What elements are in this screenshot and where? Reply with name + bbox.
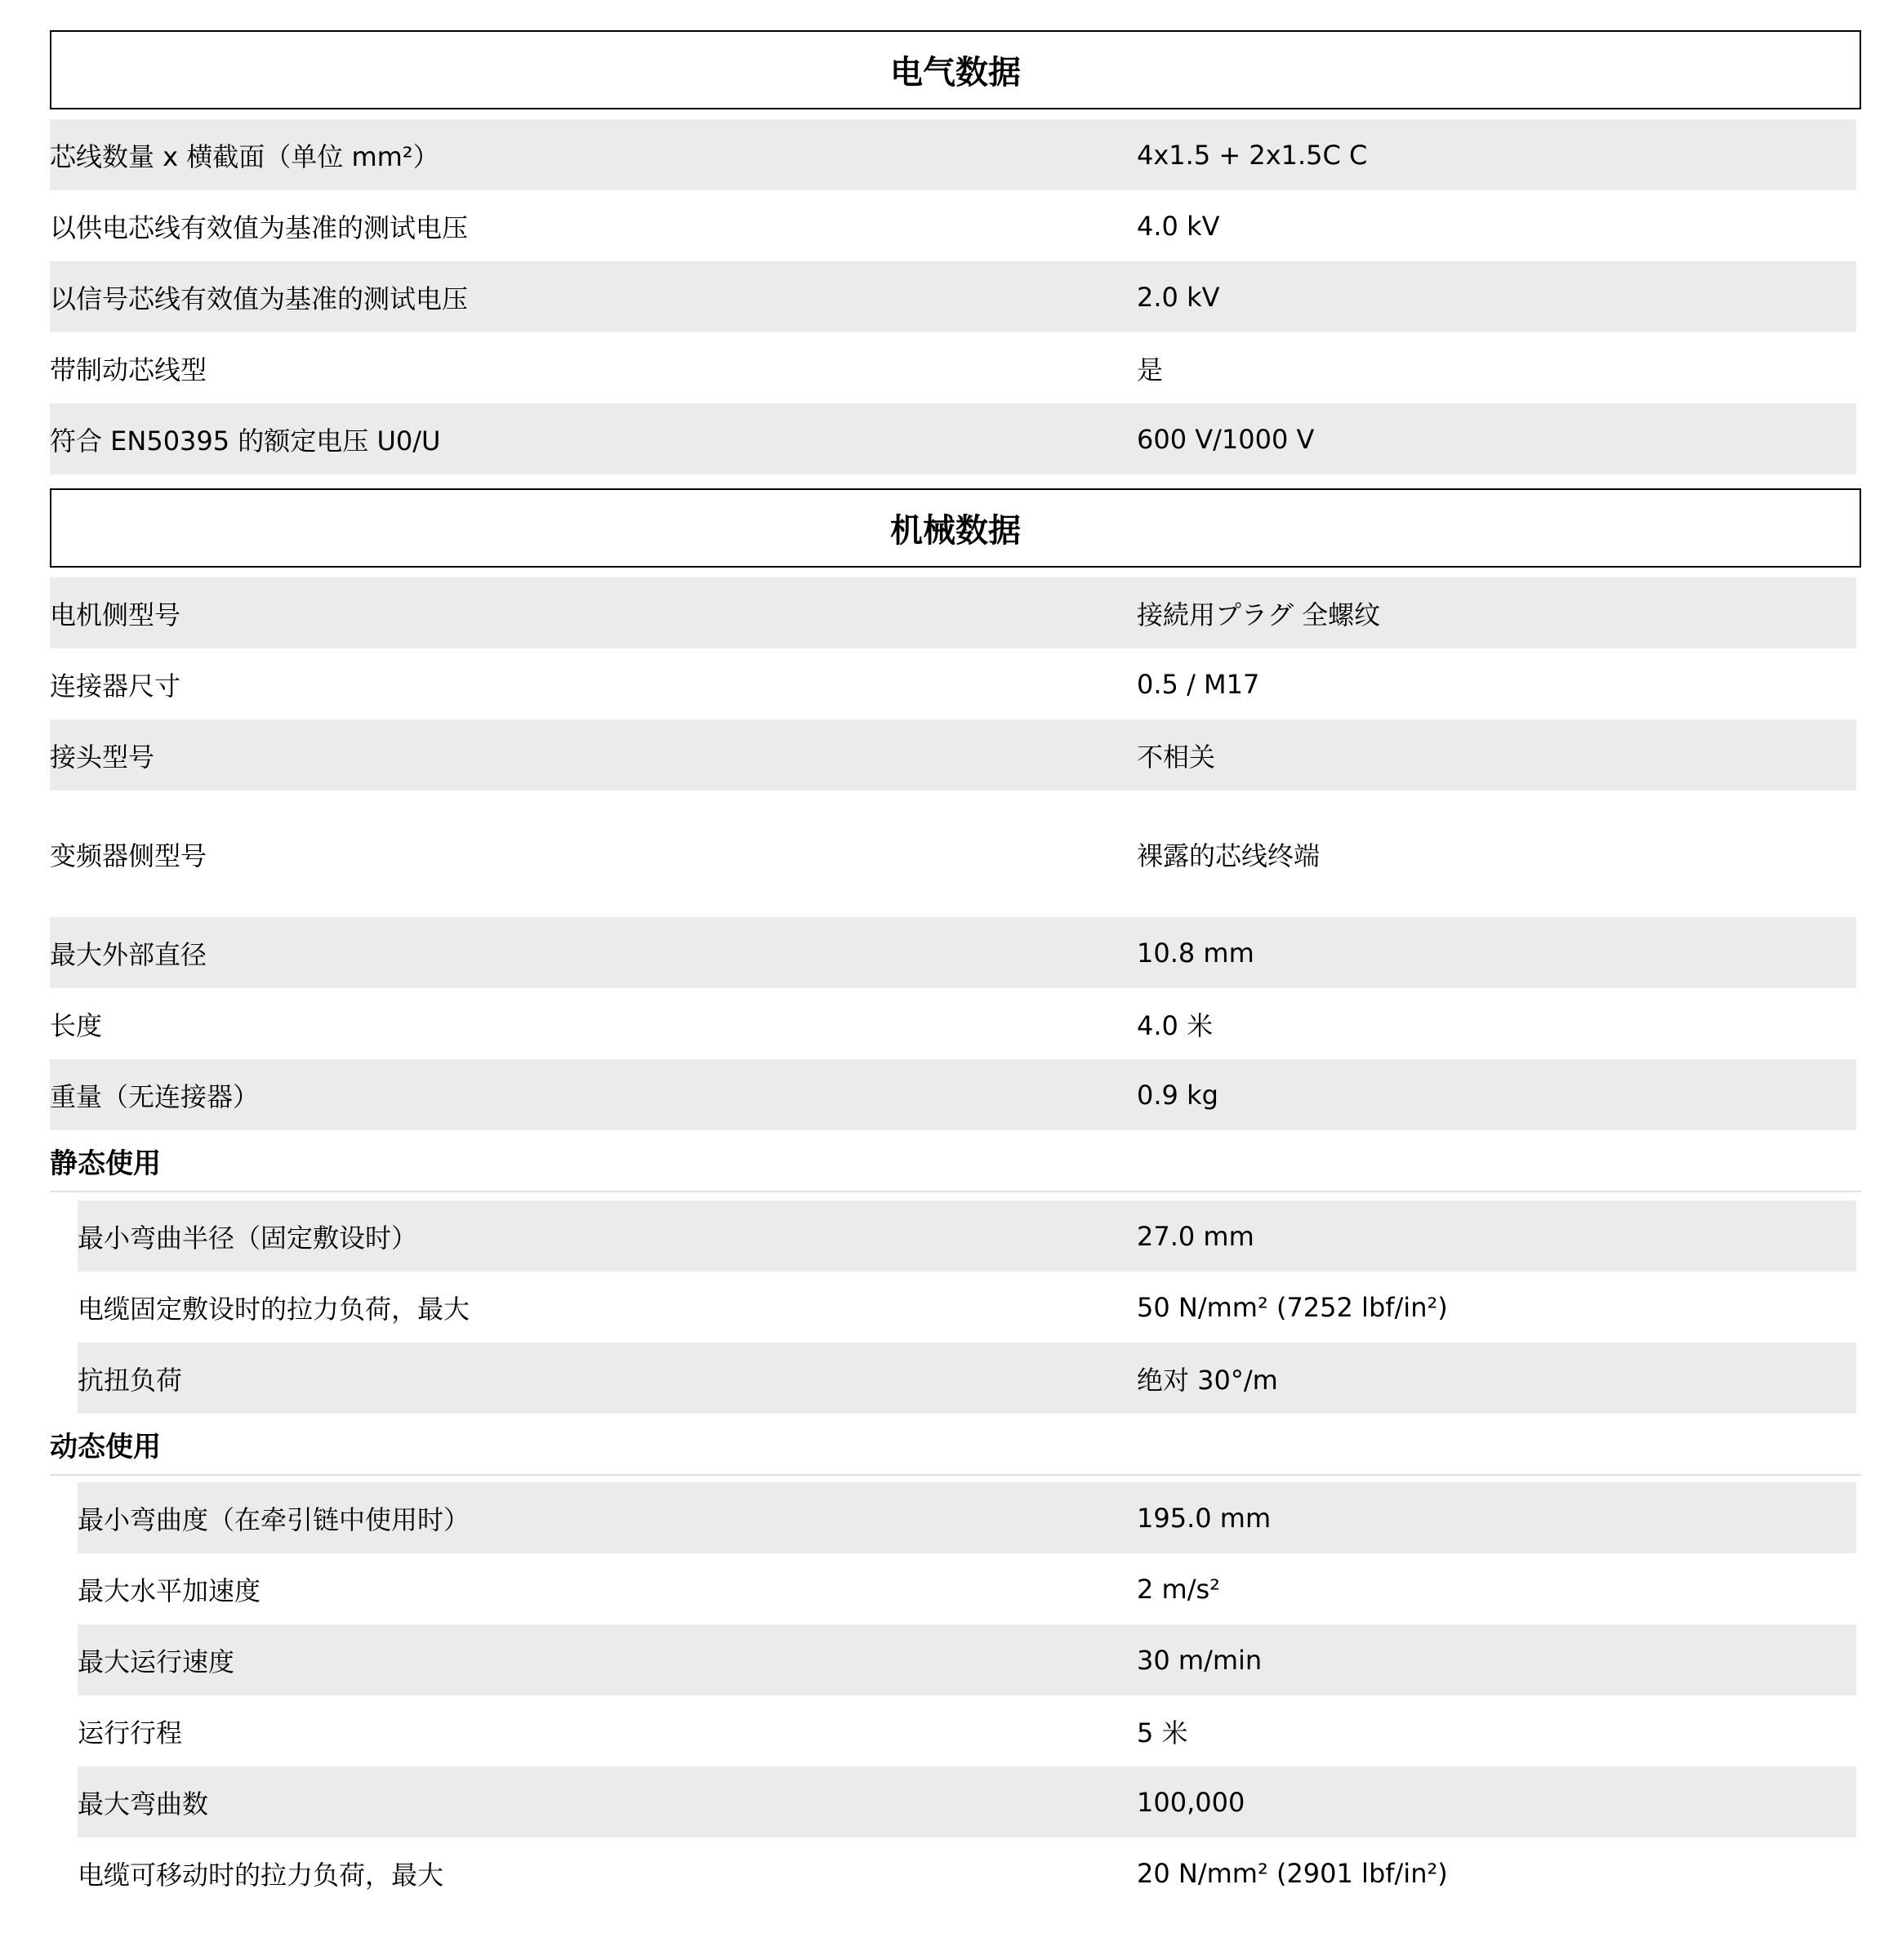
row-value: 不相关	[1137, 741, 1216, 773]
row-label: 最小弯曲半径（固定敷设时）	[78, 1222, 418, 1254]
row-label: 以信号芯线有效值为基准的测试电压	[50, 283, 469, 314]
row-value: 0.5 / M17	[1137, 668, 1260, 700]
row-label: 长度	[50, 1009, 103, 1041]
row-value: 4.0 kV	[1137, 210, 1220, 242]
table-row	[50, 1059, 1856, 1130]
row-label: 电缆可移动时的拉力负荷，最大	[78, 1859, 444, 1891]
row-value: 2.0 kV	[1137, 281, 1220, 313]
table-row	[50, 648, 1856, 719]
row-label: 电缆固定敷设时的拉力负荷，最大	[78, 1293, 470, 1325]
table-row	[50, 917, 1856, 988]
mechanical-data-header	[50, 488, 1861, 568]
table-row	[78, 1200, 1856, 1272]
electrical-data-header	[50, 30, 1861, 109]
row-value: 10.8 mm	[1137, 937, 1254, 969]
table-row	[78, 1553, 1856, 1624]
row-label: 最大运行速度	[78, 1646, 235, 1677]
row-label: 接头型号	[50, 741, 155, 773]
table-row	[50, 719, 1856, 791]
table-row	[50, 332, 1856, 403]
row-value: 0.9 kg	[1137, 1079, 1218, 1111]
table-row	[78, 1838, 1856, 1909]
row-value: 是	[1137, 354, 1164, 385]
table-row	[78, 1343, 1856, 1414]
table-row	[50, 261, 1856, 332]
table-row	[50, 577, 1856, 648]
row-label: 变频器侧型号	[50, 840, 207, 871]
static-use-label: 静态使用	[50, 1147, 161, 1180]
mechanical-data-title: 机械数据	[890, 512, 1021, 550]
row-value: 4x1.5 + 2x1.5C C	[1137, 139, 1368, 171]
row-value: 27.0 mm	[1137, 1220, 1254, 1252]
row-label: 重量（无连接器）	[50, 1080, 260, 1112]
table-row	[50, 791, 1856, 917]
row-label: 最大外部直径	[50, 938, 207, 970]
row-value: 195.0 mm	[1137, 1502, 1272, 1534]
table-row	[78, 1272, 1856, 1343]
static-use-title	[50, 1130, 1861, 1192]
table-row	[78, 1695, 1856, 1766]
row-value: 2 m/s²	[1137, 1573, 1220, 1605]
electrical-data-title: 电气数据	[890, 54, 1021, 91]
row-value: 接続用プラグ 全螺纹	[1137, 599, 1381, 630]
row-value: 50 N/mm² (7252 lbf/in²)	[1137, 1291, 1448, 1323]
row-value: 20 N/mm² (2901 lbf/in²)	[1137, 1857, 1448, 1889]
row-label: 运行行程	[78, 1717, 183, 1748]
row-value: 100,000	[1137, 1786, 1245, 1818]
row-label: 符合 EN50395 的额定电压 U0/U	[50, 425, 441, 457]
dynamic-use-title	[50, 1414, 1861, 1476]
row-value: 绝对 30°/m	[1137, 1364, 1278, 1396]
row-value: 600 V/1000 V	[1137, 423, 1315, 455]
row-value: 30 m/min	[1137, 1644, 1263, 1676]
row-label: 芯线数量 x 横截面（单位 mm²）	[50, 140, 439, 172]
row-label: 最小弯曲度（在牵引链中使用时）	[78, 1503, 470, 1535]
table-row	[50, 119, 1856, 190]
dynamic-use-label: 动态使用	[50, 1430, 161, 1463]
table-row	[78, 1766, 1856, 1838]
table-row	[50, 403, 1856, 474]
row-value: 4.0 米	[1137, 1009, 1214, 1041]
row-value: 裸露的芯线终端	[1137, 840, 1321, 871]
row-label: 电机侧型号	[50, 599, 181, 630]
table-row	[50, 988, 1856, 1059]
row-label: 带制动芯线型	[50, 354, 207, 385]
row-label: 最大弯曲数	[78, 1788, 209, 1820]
table-row	[78, 1482, 1856, 1553]
row-label: 最大水平加速度	[78, 1575, 261, 1606]
row-label: 抗扭负荷	[78, 1364, 183, 1396]
row-label: 连接器尺寸	[50, 670, 181, 702]
row-value: 5 米	[1137, 1717, 1188, 1748]
row-label: 以供电芯线有效值为基准的测试电压	[50, 212, 469, 243]
table-row	[50, 190, 1856, 261]
table-row	[78, 1624, 1856, 1695]
